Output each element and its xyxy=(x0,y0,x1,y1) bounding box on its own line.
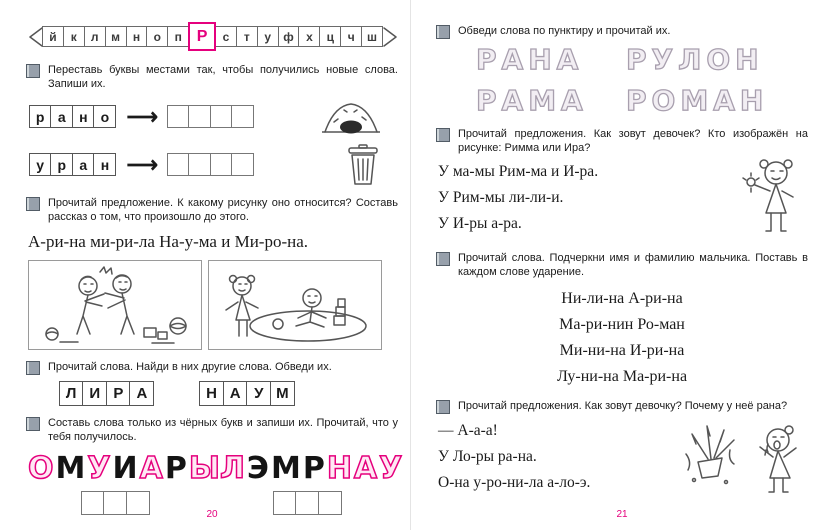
word-naum-tiles xyxy=(200,381,294,406)
alphabet-letter: ф xyxy=(278,26,300,47)
alphabet-letter: ч xyxy=(340,26,362,47)
task-read-lora xyxy=(436,399,808,414)
task-marker-icon xyxy=(26,197,40,211)
alphabet-letter: у xyxy=(257,26,279,47)
mixed-letters-word: ОМУИАРЫ xyxy=(28,450,222,486)
find-words-tiles xyxy=(60,381,398,406)
letter-tile: н xyxy=(72,105,95,128)
alphabet-letter: л xyxy=(84,26,106,47)
alphabet-strip xyxy=(28,22,398,51)
page-right xyxy=(436,0,808,530)
task-compose-words xyxy=(26,416,398,445)
falling-aloe-and-girl-illustration xyxy=(680,414,808,498)
source-letter-tiles xyxy=(30,153,116,176)
letter-tile: р xyxy=(50,153,73,176)
girl-with-flower-illustration xyxy=(738,155,808,241)
task-read-girls xyxy=(436,127,808,156)
task-instruction: Прочитай предложения. Как зовут девочку? Почему у неё рана? xyxy=(458,400,788,413)
alphabet-letter: й xyxy=(42,26,64,47)
task-marker-icon xyxy=(436,128,450,142)
name-pair: Ма-ри-нин Ро-ман xyxy=(559,315,685,333)
answer-letter-tiles xyxy=(168,153,254,176)
mixed-letters-word: ЛЭМРНАУ xyxy=(220,450,405,486)
task-instruction: Прочитай слова. Подчеркни имя и фамилию мальчика. Поставь в каждом слове ударение. xyxy=(458,252,808,279)
name-pair: Лу-ни-на Ма-ри-на xyxy=(556,367,688,385)
letter-tile: н xyxy=(93,153,116,176)
letter-tile: А xyxy=(129,381,154,406)
task-instruction: Переставь буквы местами так, чтобы получились новые слова. Запиши их. xyxy=(48,64,398,91)
task-rearrange-letters xyxy=(26,63,398,92)
arrow-right-icon: ⟶ xyxy=(126,151,158,177)
burrow-illustration xyxy=(322,98,380,136)
task-marker-icon xyxy=(436,252,450,266)
reading-sentence: А-ри-на ми-ри-ла На-у-ма и Ми-ро-на. xyxy=(28,232,309,252)
empty-tile xyxy=(188,105,211,128)
alphabet-letter: т xyxy=(236,26,258,47)
letter-tile: А xyxy=(223,381,248,406)
reading-sentence: У ма-мы Рим-ма и И-ра. xyxy=(438,163,599,181)
alphabet-letter: х xyxy=(298,26,320,47)
task-trace-words xyxy=(436,24,808,39)
trash-bin-illustration xyxy=(346,144,380,186)
trace-word: РАНА xyxy=(476,43,584,76)
empty-tile xyxy=(231,105,254,128)
task-instruction: Обведи слова по пунктиру и прочитай их. xyxy=(458,25,671,37)
letter-tile: У xyxy=(246,381,271,406)
alphabet-letter: м xyxy=(105,26,127,47)
task-underline-name xyxy=(436,251,808,280)
task-marker-icon xyxy=(26,417,40,431)
task-instruction: Прочитай предложения. Как зовут девочек? Кто изображён на рисунке: Римма или Ира? xyxy=(458,127,808,154)
reading-sentence: — А-а-а! xyxy=(438,422,498,440)
alphabet-letter-highlighted: Р xyxy=(188,22,216,51)
strip-left-arrow-icon xyxy=(28,26,43,48)
word-lira-tiles xyxy=(60,381,154,406)
letter-tile: И xyxy=(82,381,107,406)
letter-tile: Н xyxy=(199,381,224,406)
picture-children-playing xyxy=(208,260,382,350)
task-instruction: Прочитай предложение. К какому рисунку оно относится? Составь рассказ о том, что произошло до этого. xyxy=(48,196,398,223)
alphabet-letter: с xyxy=(215,26,237,47)
strip-right-arrow-icon xyxy=(383,26,398,48)
page-divider xyxy=(410,0,411,530)
alphabet-letter: п xyxy=(167,26,189,47)
empty-tile xyxy=(210,153,233,176)
trace-word: РУЛОН xyxy=(626,43,764,76)
empty-tile xyxy=(188,153,211,176)
page-number-left: 20 xyxy=(206,509,218,520)
reading-sentence: У И-ры а-ра. xyxy=(438,214,522,232)
letter-tile: Р xyxy=(106,381,131,406)
alphabet-letter: ц xyxy=(319,26,341,47)
reading-sentence: У Рим-мы ли-ли-и. xyxy=(438,188,564,206)
task-marker-icon xyxy=(436,400,450,414)
task-instruction: Прочитай слова. Найди в них другие слова. Обведи их. xyxy=(48,361,332,374)
rearrange-row-uran xyxy=(30,144,398,186)
task-marker-icon xyxy=(26,64,40,78)
letter-tile: о xyxy=(93,105,116,128)
alphabet-letter: о xyxy=(146,26,168,47)
trace-word: РАМА xyxy=(476,83,588,117)
answer-letter-tiles xyxy=(168,105,254,128)
trace-words-grid xyxy=(476,45,808,117)
picture-children-quarrel xyxy=(28,260,202,350)
scene-pictures xyxy=(28,260,398,350)
alphabet-letter: н xyxy=(126,26,148,47)
empty-tile xyxy=(167,153,190,176)
letter-tile: р xyxy=(29,105,52,128)
task-marker-icon xyxy=(436,25,450,39)
task-find-words xyxy=(26,360,398,375)
compose-words-area xyxy=(28,450,405,515)
task-instruction: Составь слова только из чёрных букв и запиши их. Прочитай, что у тебя получилось. xyxy=(48,417,398,444)
source-letter-tiles xyxy=(30,105,116,128)
empty-tile xyxy=(231,153,254,176)
name-pair: Ми-ни-на И-ри-на xyxy=(559,341,685,359)
names-word-list xyxy=(436,286,808,390)
page-number-right: 21 xyxy=(616,509,628,520)
alphabet-letter: к xyxy=(63,26,85,47)
letter-tile: М xyxy=(270,381,295,406)
reading-sentence: О-на у-ро-ни-ла а-ло-э. xyxy=(438,473,591,491)
arrow-right-icon: ⟶ xyxy=(126,103,158,129)
rearrange-row-rano xyxy=(30,98,398,136)
task-read-sentence xyxy=(26,196,398,225)
letter-tile: а xyxy=(72,153,95,176)
reading-block-girls xyxy=(436,161,808,241)
name-pair: Ни-ли-на А-ри-на xyxy=(561,289,683,307)
letter-tile: у xyxy=(29,153,52,176)
task-marker-icon xyxy=(26,361,40,375)
page-left xyxy=(26,0,405,530)
letter-tile: а xyxy=(50,105,73,128)
compose-word-block xyxy=(220,450,405,515)
empty-tile xyxy=(167,105,190,128)
empty-tile xyxy=(210,105,233,128)
trace-word: РОМАН xyxy=(626,83,769,117)
reading-sentence: У Ло-ры ра-на. xyxy=(438,448,537,466)
reading-block-lora xyxy=(436,420,808,498)
alphabet-letter: ш xyxy=(361,26,383,47)
letter-tile: Л xyxy=(59,381,84,406)
